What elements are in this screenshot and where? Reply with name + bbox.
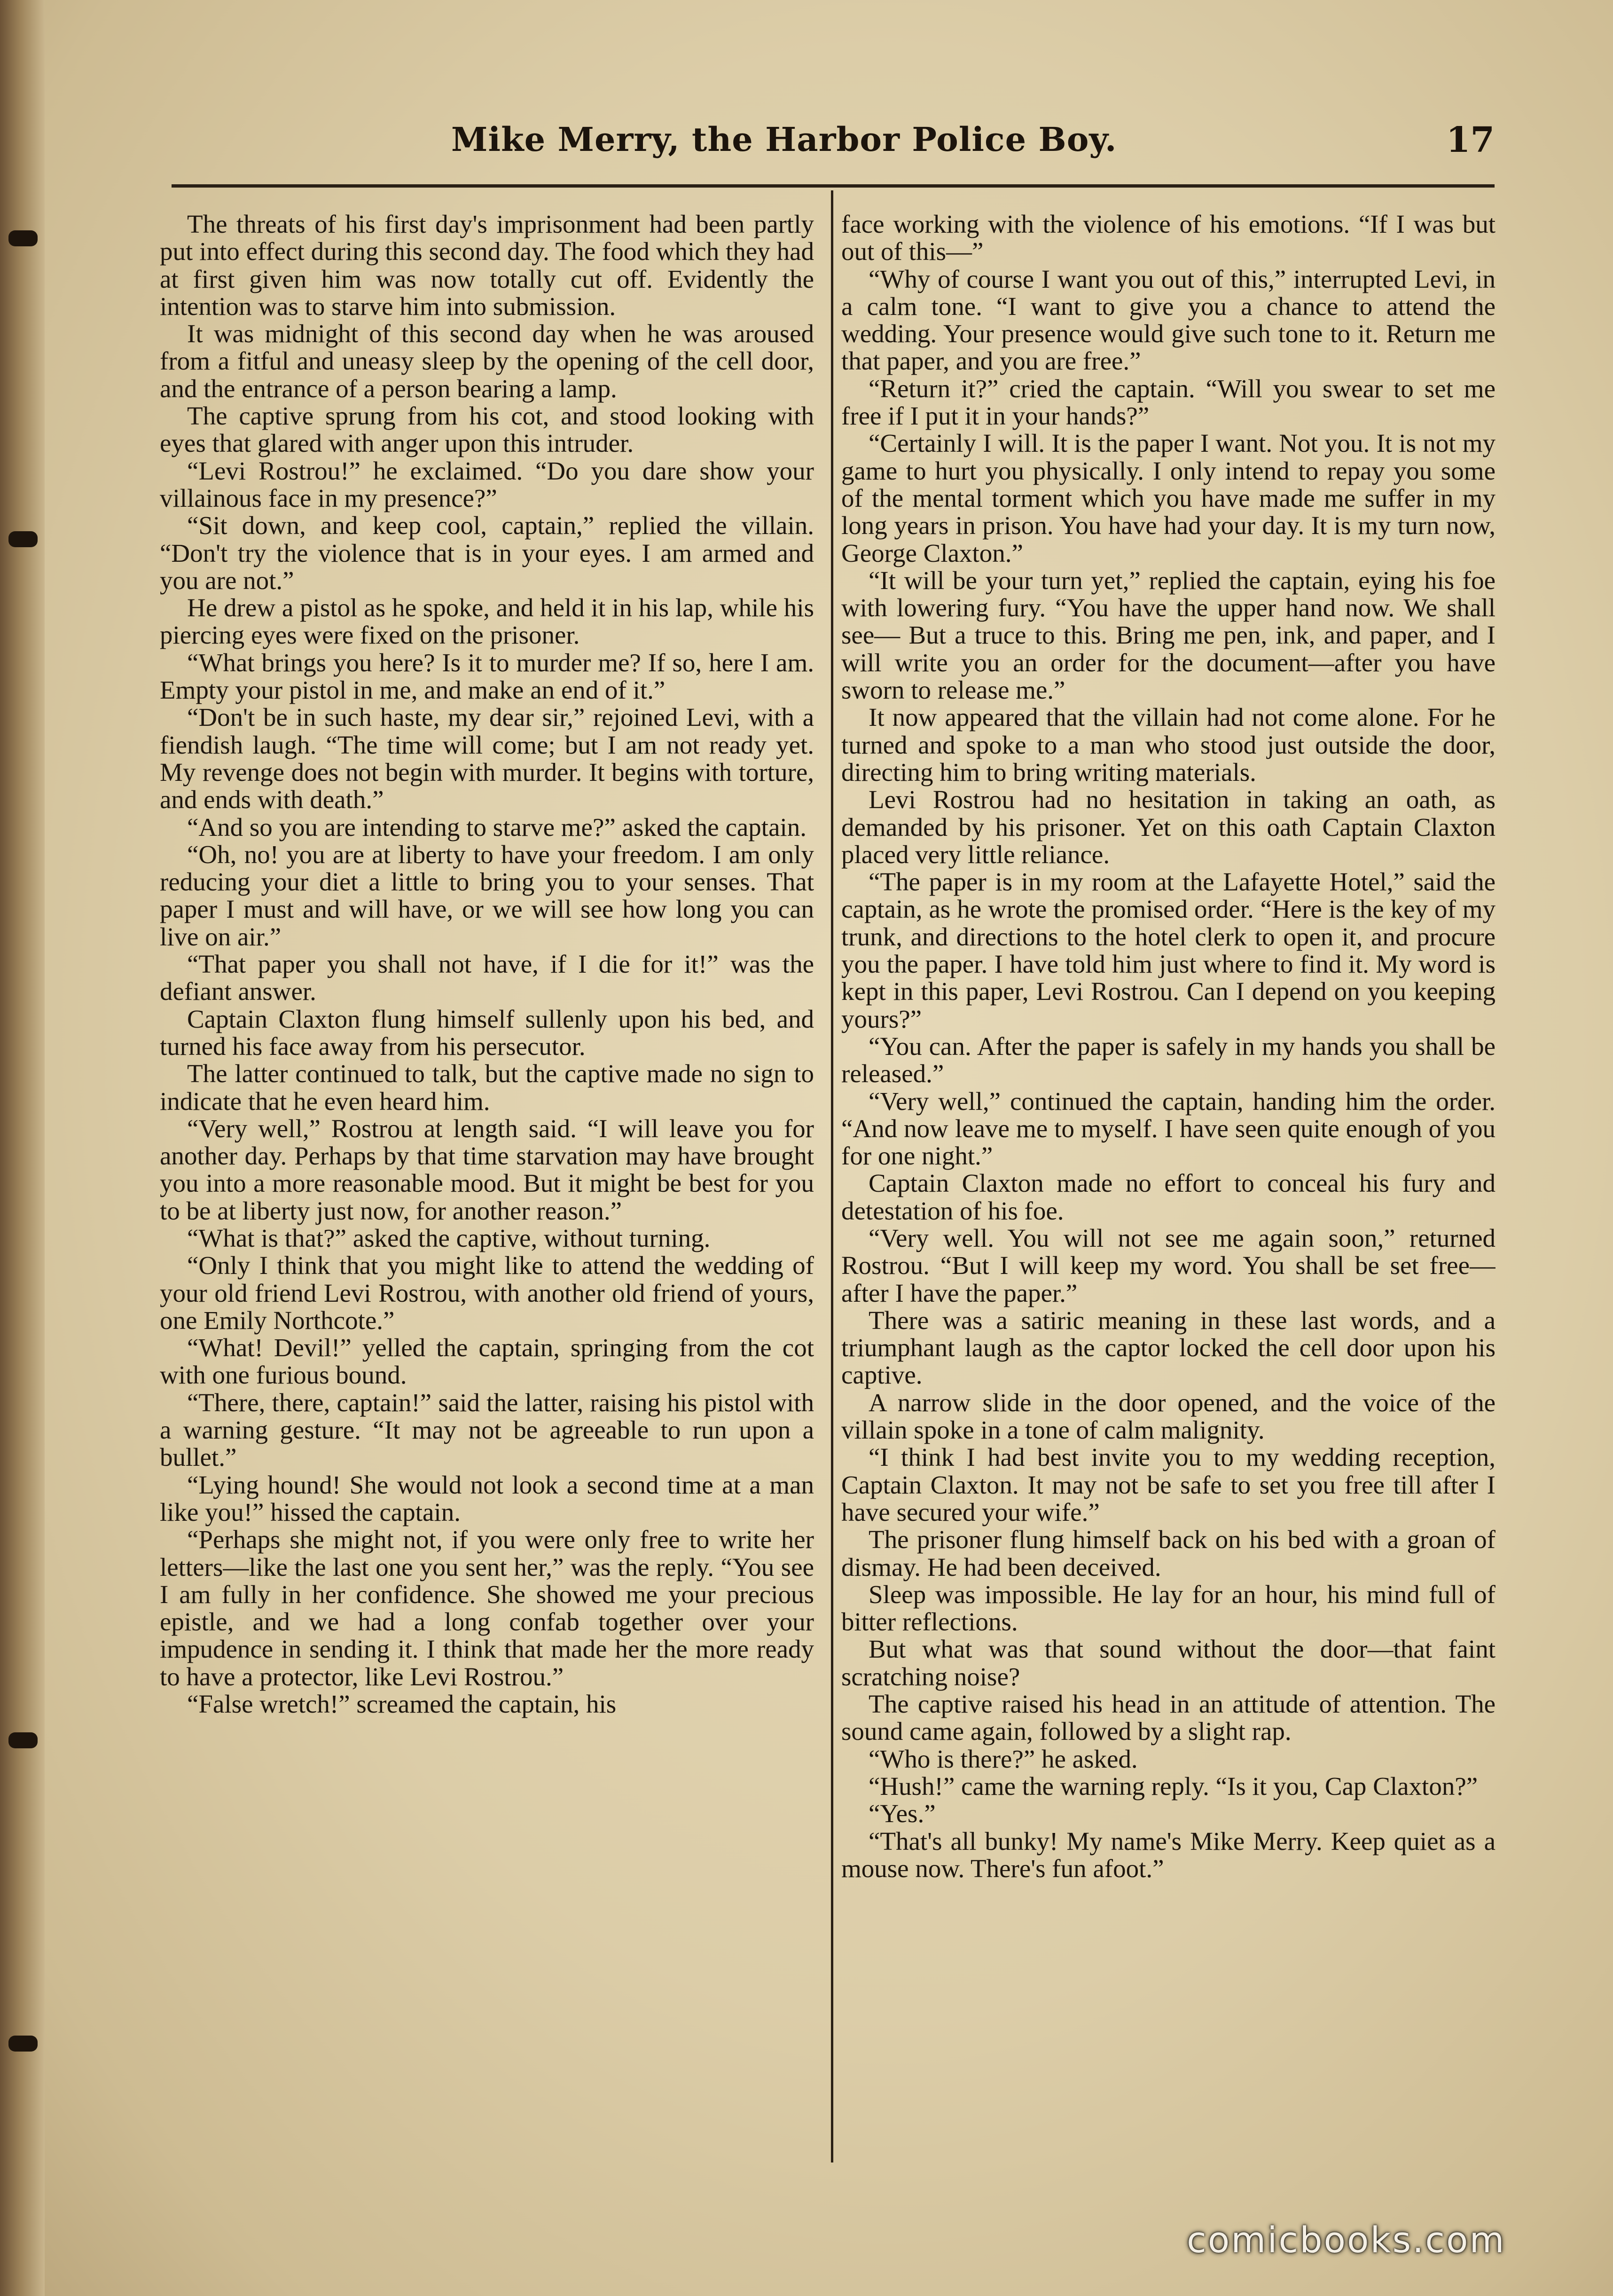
paragraph: “That paper you shall not have, if I die for it!” was the defiant answer. — [160, 950, 814, 1006]
paragraph: “I think I had best invite you to my wedding reception, Captain Claxton. It may not be safe to set you free till after I have secured your wife.” — [841, 1443, 1496, 1526]
paragraph: “Lying hound! She would not look a second time at a man like you!” hissed the captain. — [160, 1470, 814, 1526]
page-number: 17 — [1446, 120, 1495, 160]
paragraph: Sleep was impossible. He lay for an hour, his mind full of bitter reflections. — [841, 1580, 1496, 1636]
paragraph: It was midnight of this second day when he was aroused from a fitful and uneasy sleep by the opening of the cell door, and the entrance of a person bearing a lamp. — [160, 319, 814, 403]
paragraph: The latter continued to talk, but the captive made no sign to indicate that he even heard him. — [160, 1059, 814, 1116]
binding-stitch — [8, 2036, 38, 2052]
paragraph: “Sit down, and keep cool, captain,” replied the villain. “Don't try the violence that is in your eyes. I am armed and you are not.” — [160, 511, 814, 595]
paragraph: “Don't be in such haste, my dear sir,” rejoined Levi, with a fiendish laugh. “The time will come; but I am not ready yet. My revenge does not begin with murder. It begins with torture, and ends with death.” — [160, 703, 814, 814]
paragraph: “Oh, no! you are at liberty to have your freedom. I am only reducing your diet a little to bring you to your senses. That paper I must and will have, or we will see how long you can live on air.” — [160, 840, 814, 951]
paragraph: He drew a pistol as he spoke, and held it in his lap, while his piercing eyes were fixed on the prisoner. — [160, 593, 814, 650]
binding-spine — [0, 0, 45, 2296]
paragraph: “Hush!” came the warning reply. “Is it you, Cap Claxton?” — [869, 1771, 1478, 1801]
paragraph: The captive raised his head in an attitude of attention. The sound came again, followed by a slight rap. — [841, 1690, 1496, 1746]
paragraph: “Perhaps she might not, if you were only free to write her letters—like the last one you sent her,” was the reply. “You see I am fully in her confidence. She showed me your precious epistle, and we had a long confab together over your impudence in sending it. I think that made her the more ready to have a protector, like Levi Rostrou.” — [160, 1525, 814, 1691]
paragraph: “Very well. You will not see me again soon,” returned Rostrou. “But I will keep my word. You shall be set free—after I have the paper.” — [841, 1223, 1496, 1307]
paragraph: Captain Claxton made no effort to conceal his fury and detestation of his foe. — [841, 1169, 1496, 1225]
paragraph: Captain Claxton flung himself sullenly upon his bed, and turned his face away from his persecutor. — [160, 1004, 814, 1061]
paragraph: “The paper is in my room at the Lafayette Hotel,” said the captain, as he wrote the promised order. “Here is the key of my trunk, and directions to the hotel clerk to open it, and procure you the paper. I have told him just where to find it. My word is kept in this paper, Levi Rostrou. Can I depend on you keeping yours?” — [841, 867, 1496, 1033]
paragraph: “Who is there?” he asked. — [869, 1744, 1138, 1773]
binding-stitch — [8, 531, 38, 547]
header-rule — [172, 184, 1495, 188]
paragraph: “What brings you here? Is it to murder me? If so, here I am. Empty your pistol in me, and make an end of it.” — [160, 648, 814, 705]
binding-stitch — [8, 1732, 38, 1748]
paragraph: “You can. After the paper is safely in my hands you shall be released.” — [841, 1031, 1496, 1088]
left-column — [160, 211, 814, 2166]
paragraph: “What is that?” asked the captive, without turning. — [187, 1223, 711, 1252]
paragraph: The prisoner flung himself back on his bed with a groan of dismay. He had been deceived. — [841, 1525, 1496, 1581]
paragraph: “What! Devil!” yelled the captain, springing from the cot with one furious bound. — [160, 1333, 814, 1390]
paragraph: “And so you are intending to starve me?” asked the captain. — [187, 812, 807, 841]
paragraph: The captive sprung from his cot, and stood looking with eyes that glared with anger upon this intruder. — [160, 401, 814, 458]
paragraph: The threats of his first day's imprisonment had been partly put into effect during this second day. The food which they had at first given him was now totally cut off. Evidently the intention was to starve him into submission. — [160, 211, 814, 321]
continued-paragraph: face working with the violence of his emotions. “If I was but out of this—” — [841, 211, 1496, 266]
paragraph: “That's all bunky! My name's Mike Merry. Keep quiet as a mouse now. There's fun afoot.” — [841, 1826, 1496, 1883]
paragraph: Levi Rostrou had no hesitation in taking an oath, as demanded by his prisoner. Yet on this oath Captain Claxton placed very little reliance. — [841, 785, 1496, 869]
right-column — [841, 211, 1496, 2166]
paragraph: “Yes.” — [869, 1799, 936, 1828]
paragraph: But what was that sound without the door—that faint scratching noise? — [841, 1635, 1496, 1691]
paragraph: “False wretch!” screamed the captain, his — [187, 1690, 617, 1719]
paragraph: “Certainly I will. It is the paper I want. Not you. It is not my game to hurt you physically. I only intend to repay you some of the mental torment which you have made me suffer in my long years in prison. You have had your day. It is my turn now, George Claxton.” — [841, 429, 1496, 567]
paragraph: “Why of course I want you out of this,” interrupted Levi, in a calm tone. “I want to give you a chance to attend the wedding. Your presence would give such tone to it. Return me that paper, and you are free.” — [841, 264, 1496, 376]
paragraph: There was a satiric meaning in these last words, and a triumphant laugh as the captor locked the cell door upon his captive. — [841, 1305, 1496, 1390]
running-header: Mike Merry, the Harbor Police Boy. — [451, 120, 1117, 159]
column-divider — [831, 190, 833, 2162]
paragraph: “Return it?” cried the captain. “Will you swear to set me free if I put it in your hands?” — [841, 374, 1496, 431]
paragraph: A narrow slide in the door opened, and the voice of the villain spoke in a tone of calm malignity. — [841, 1388, 1496, 1445]
binding-stitch — [8, 230, 38, 246]
paragraph: “Levi Rostrou!” he exclaimed. “Do you dare show your villainous face in my presence?” — [160, 456, 814, 512]
paragraph: “Very well,” Rostrou at length said. “I will leave you for another day. Perhaps by that time starvation may have brought you into a more reasonable mood. But it might be best for you to be at liberty just now, for another reason.” — [160, 1114, 814, 1225]
paragraph: “There, there, captain!” said the latter, raising his pistol with a warning gesture. “It may not be agreeable to run upon a bullet.” — [160, 1388, 814, 1472]
paragraph: “It will be your turn yet,” replied the captain, eying his foe with lowering fury. “You have the upper hand now. We shall see— But a truce to this. Bring me pen, ink, and paper, and I will write you an order for the document—after you have sworn to release me.” — [841, 566, 1496, 705]
paragraph: “Very well,” continued the captain, handing him the order. “And now leave me to myself. I have seen quite enough of you for one night.” — [841, 1086, 1496, 1171]
paragraph: It now appeared that the villain had not come alone. For he turned and spoke to a man who stood just outside the door, directing him to bring writing materials. — [841, 703, 1496, 786]
paragraph: “Only I think that you might like to attend the wedding of your old friend Levi Rostrou, with another old friend of yours, one Emily Northcote.” — [160, 1251, 814, 1335]
watermark: comicbooks.com — [1187, 2219, 1506, 2261]
